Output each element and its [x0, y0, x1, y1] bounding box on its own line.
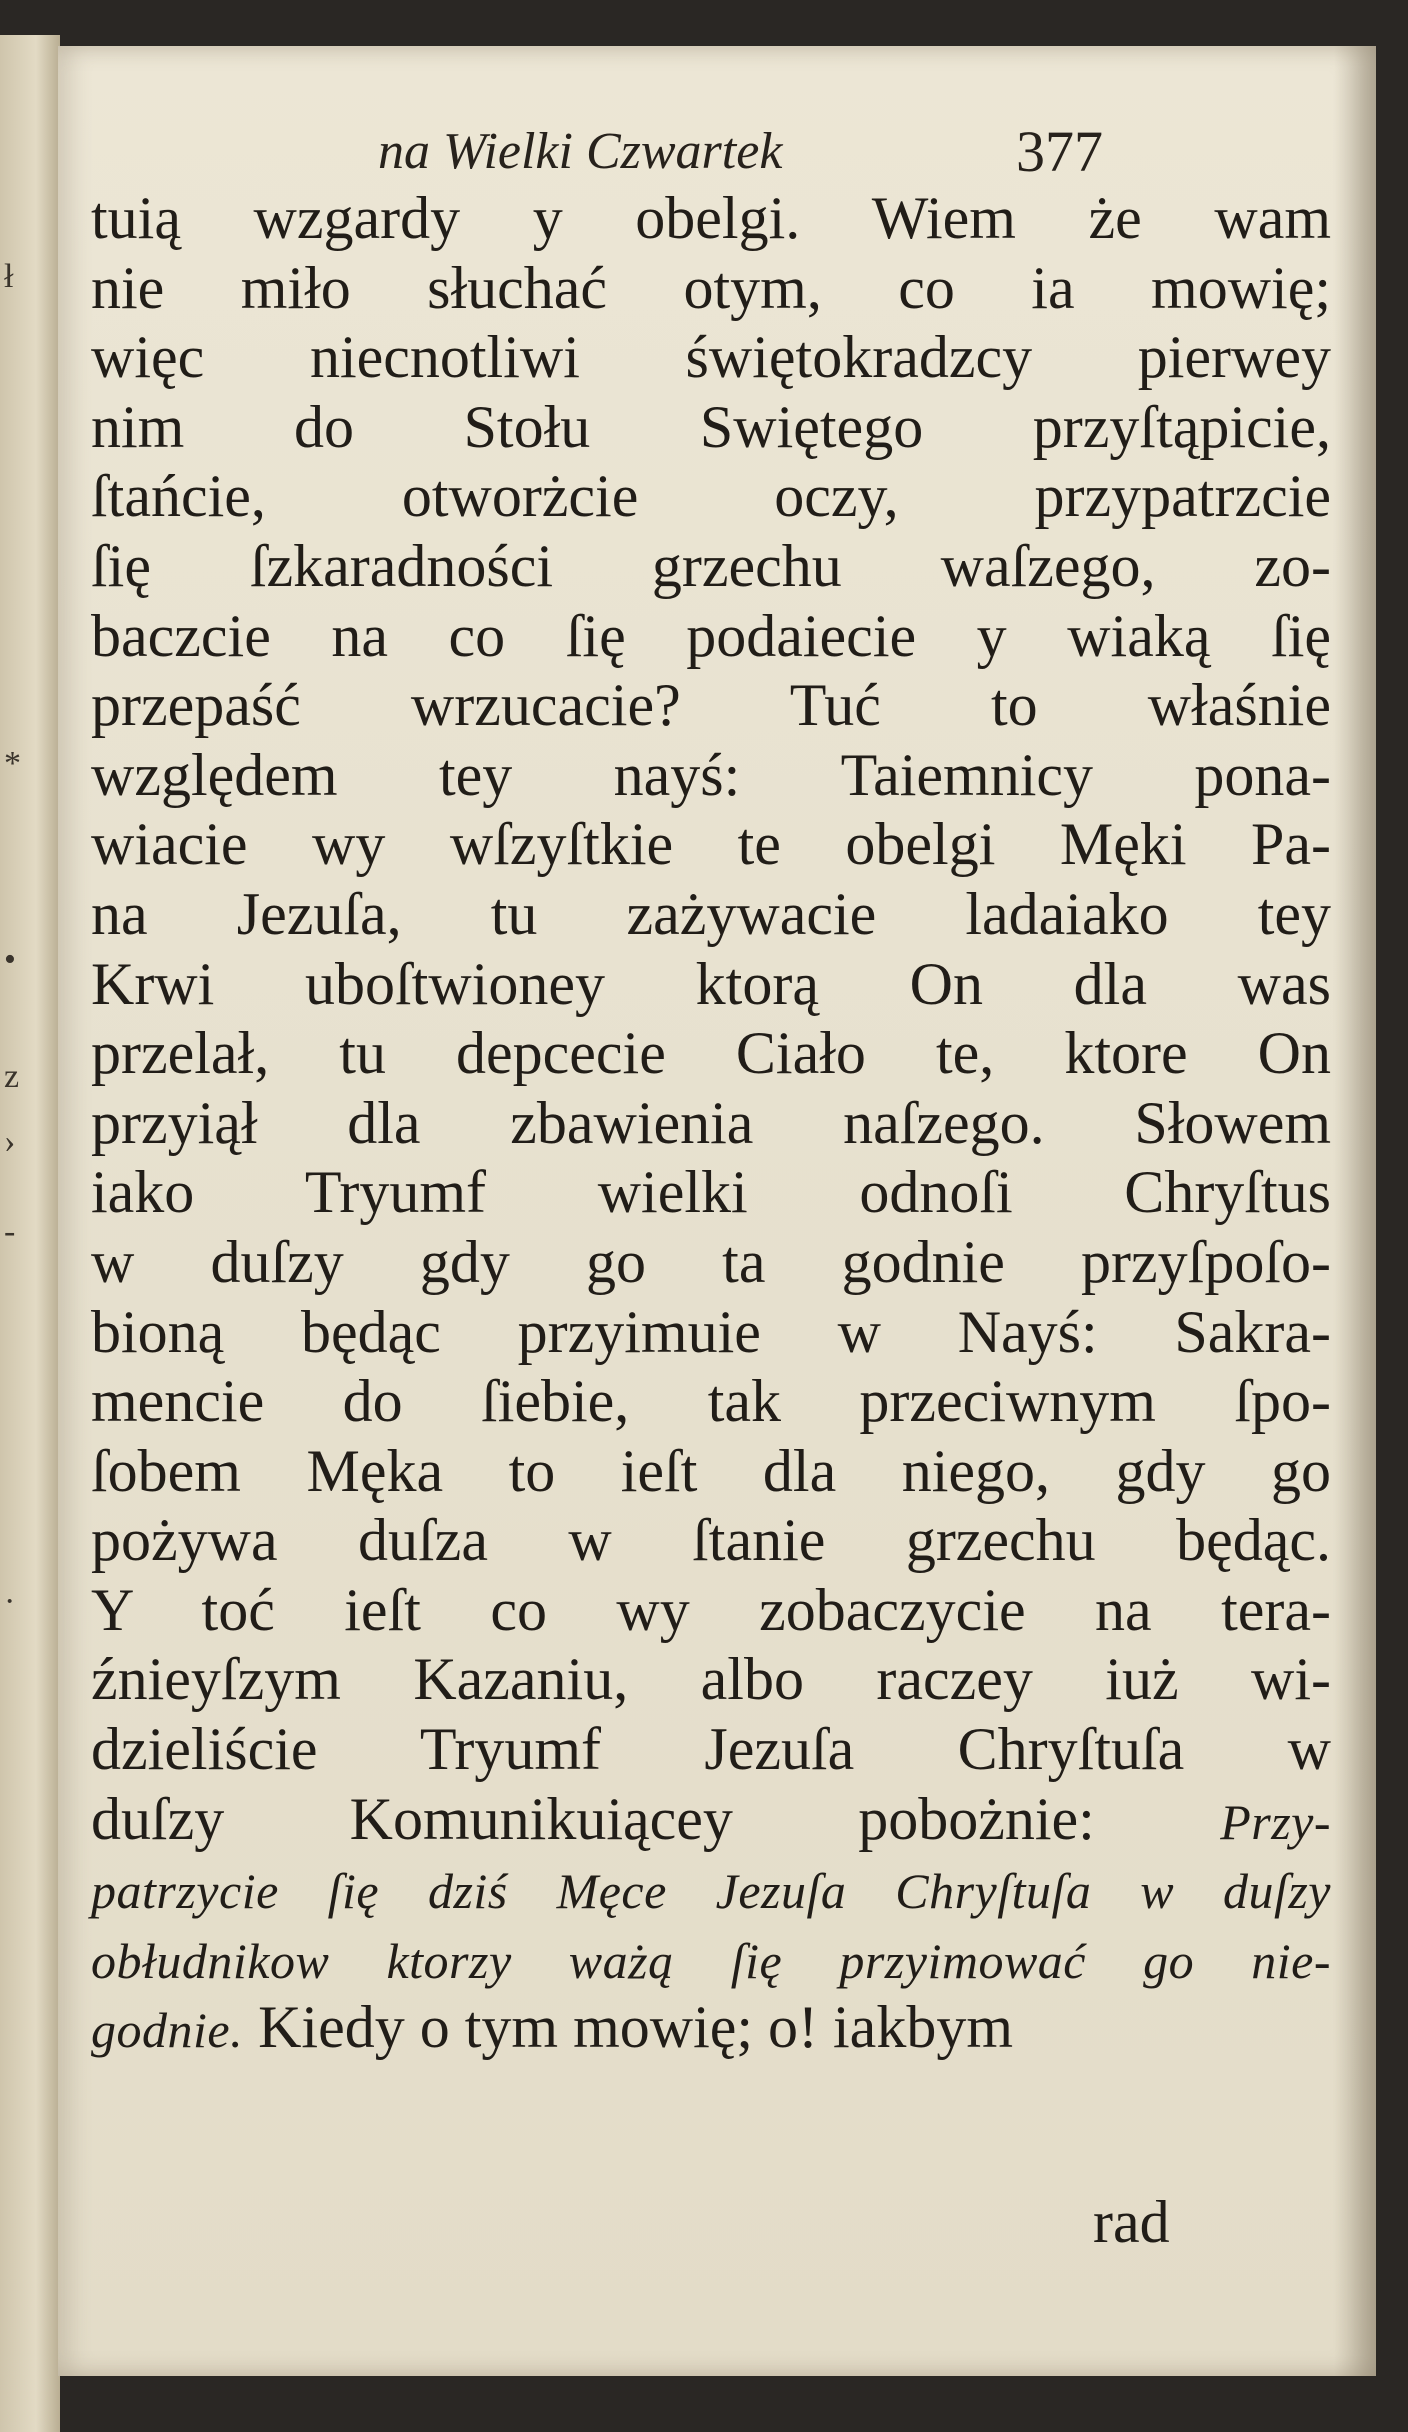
body-text: [91, 184, 1331, 2063]
line-text: Krwi uboſtwioney ktorą On dla was: [91, 950, 1331, 1017]
italic-text: godnie.: [91, 2002, 244, 2059]
text-line: [91, 1715, 1331, 1785]
text-line: [91, 1993, 1331, 2063]
line-text: przyiął dla zbawienia naſzego. Słowem: [91, 1089, 1331, 1156]
margin-mark: ›: [4, 1123, 16, 1160]
line-text: bioną będąc przyimuie w Nayś: Sakra-: [91, 1298, 1331, 1365]
text-line: [91, 602, 1331, 672]
line-text: ſię ſzkaradności grzechu waſzego, zo-: [91, 532, 1331, 599]
line-text: w duſzy gdy go ta godnie przyſpoſo-: [91, 1228, 1331, 1295]
text-line: [91, 880, 1331, 950]
line-text: baczcie na co ſię podaiecie y wiaką ſię: [91, 602, 1331, 669]
previous-page-edge: [0, 35, 60, 2432]
line-text: źnieyſzym Kazaniu, albo raczey iuż wi-: [91, 1646, 1331, 1713]
line-text: na Jezuſa, tu zażywacie ladaiako tey: [91, 880, 1331, 947]
text-line: [91, 1367, 1331, 1437]
margin-mark: z: [4, 1058, 20, 1095]
running-title: na Wielki Czwartek: [378, 123, 783, 180]
text-line: [91, 1158, 1331, 1228]
text-line: [91, 1576, 1331, 1646]
line-text: ſtańcie, otworżcie oczy, przypatrzcie: [91, 463, 1331, 530]
text-line: [91, 323, 1331, 393]
line-text: wiacie wy wſzyſtkie te obelgi Męki Pa-: [91, 811, 1331, 878]
italic-text: Przy-: [1220, 1793, 1332, 1850]
margin-mark: ·: [4, 1583, 16, 1620]
text-line: [91, 1645, 1331, 1715]
line-text: więc niecnotliwi świętokradzcy pierwey: [91, 324, 1331, 391]
text-line: [91, 741, 1331, 811]
text-line: [91, 1298, 1331, 1368]
line-text: nie miło słuchać otym, co ia mowię;: [91, 254, 1331, 321]
line-text: dzieliście Tryumf Jezuſa Chryſtuſa w: [91, 1716, 1331, 1783]
line-text: pożywa duſza w ſtanie grzechu będąc.: [91, 1507, 1331, 1574]
text-line: [91, 810, 1331, 880]
text-line: [91, 1089, 1331, 1159]
line-text: względem tey nayś: Taiemnicy pona-: [91, 741, 1331, 808]
line-text: duſzy Komunikuiącey pobożnie:: [91, 1785, 1095, 1852]
margin-mark: •: [4, 941, 16, 978]
line-text: przepaść wrzucacie? Tuć to właśnie: [91, 672, 1331, 739]
text-line: [91, 1437, 1331, 1507]
line-text: Y toć ieſt co wy zobaczycie na tera-: [91, 1576, 1331, 1643]
text-line: [91, 1228, 1331, 1298]
text-line: [91, 393, 1331, 463]
page-number: 377: [1016, 119, 1103, 184]
text-line: [91, 950, 1331, 1020]
margin-mark: ł: [4, 258, 14, 295]
margin-marks: [4, 35, 44, 2432]
line-text: mencie do ſiebie, tak przeciwnym ſpo-: [91, 1368, 1331, 1435]
text-line: [91, 1019, 1331, 1089]
text-line: [91, 671, 1331, 741]
italic-text: patrzycie ſię dziś Męce Jezuſa Chryſtuſa w duſzy: [91, 1863, 1331, 1920]
catchword: rad: [1093, 2189, 1170, 2255]
page-header: [58, 118, 1376, 188]
text-line: [91, 184, 1331, 254]
line-text: tuią wzgardy y obelgi. Wiem że wam: [91, 185, 1331, 251]
line-text: ſobem Męka to ieſt dla niego, gdy go: [91, 1437, 1331, 1504]
line-text: Kiedy o tym mowię; o! iakbym: [258, 1994, 1013, 2061]
italic-text: obłudnikow ktorzy ważą ſię przyimować go nie-: [91, 1932, 1331, 1989]
text-line: [91, 532, 1331, 602]
book-page: [58, 46, 1376, 2376]
text-line: [91, 1924, 1331, 1994]
line-text: nim do Stołu Swiętego przyſtąpicie,: [91, 393, 1331, 460]
text-line: [91, 1785, 1331, 1855]
line-text: iako Tryumf wielki odnoſi Chryſtus: [91, 1159, 1331, 1226]
line-text: przelał, tu depcecie Ciało te, ktore On: [91, 1020, 1331, 1087]
margin-mark: -: [4, 1213, 16, 1250]
text-line: [91, 1854, 1331, 1924]
text-line: [91, 254, 1331, 324]
page-gutter-shadow: [1334, 46, 1376, 2376]
text-line: [91, 462, 1331, 532]
text-line: [91, 1506, 1331, 1576]
margin-mark: *: [4, 745, 21, 782]
